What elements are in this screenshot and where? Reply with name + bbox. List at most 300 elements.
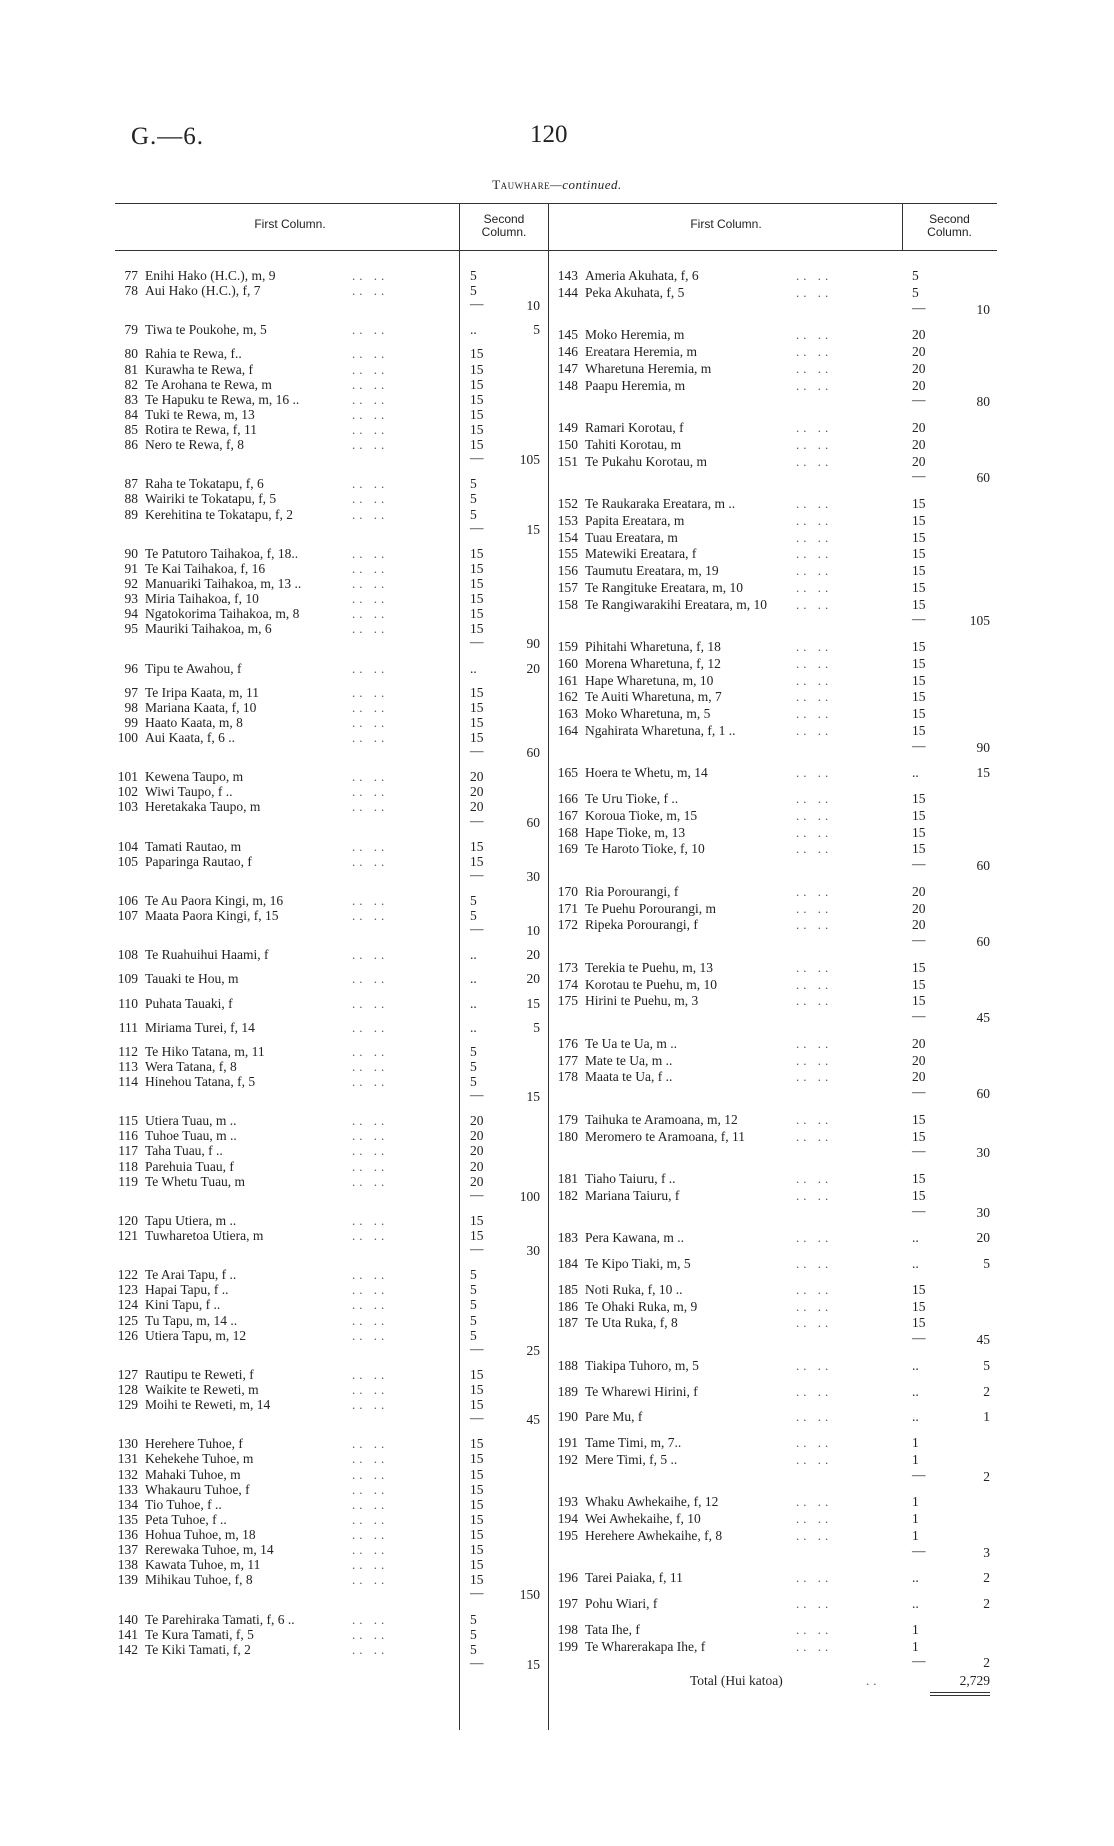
value-placeholder: .. [912,1570,919,1586]
entry-name: Utiera Tuau, m .. [145,1113,237,1129]
leader-dots: .. .. [796,1230,833,1246]
entry-number: 172 [557,917,578,933]
family-subtotal: 90 [526,636,540,652]
entry-name: Matewiki Ereatara, f [585,546,697,562]
subtotal-dash: — [470,743,484,759]
entry-name: Puhata Tauaki, f [145,995,233,1011]
entry-value: 20 [912,436,926,452]
entry-value: 15 [470,1572,484,1588]
entry-number: 194 [557,1511,578,1526]
entry-name: Aui Kaata, f, 6 .. [145,730,235,745]
total-double-rule-2 [930,1695,990,1696]
entry-value: 15 [470,1527,484,1542]
family-subtotal: 20 [976,1230,990,1246]
leader-dots: .. .. [352,1312,389,1328]
subtotal-dash: — [470,1654,484,1670]
leader-dots: .. .. [796,1570,833,1586]
entry-value: 15 [470,1466,484,1482]
entry-number: 175 [557,993,578,1009]
entry-value: 1 [912,1638,919,1654]
entry-number: 92 [124,576,138,591]
leader-dots: .. .. [796,1171,833,1186]
entry-value: 15 [470,1397,484,1413]
entry-number: 89 [124,506,138,522]
entry-value: 15 [470,391,484,407]
family-subtotal: 30 [976,1204,990,1220]
leader-dots: .. .. [352,621,389,637]
entry-name: Manuariki Taihakoa, m, 13 .. [145,576,302,591]
document-reference: G.—6. [131,123,205,150]
entry-value: 15 [470,730,484,745]
value-placeholder: .. [912,1256,919,1271]
entry-number: 185 [557,1281,578,1297]
entry-name: Te Haroto Tioke, f, 10 [585,841,705,857]
entry-name: Te Whetu Tuau, m [145,1173,246,1189]
entry-value: 15 [470,1481,484,1497]
entry-name: Noti Ruka, f, 10 .. [585,1281,683,1297]
leader-dots: .. .. [352,947,389,963]
entry-number: 86 [124,437,138,453]
family-subtotal: 90 [976,739,990,755]
leader-dots: .. .. [796,791,833,806]
leader-dots: .. .. [796,1281,833,1297]
total-label: Total (Hui katoa) [690,1673,783,1688]
family-subtotal: 20 [526,660,540,676]
entry-number: 148 [557,377,578,393]
entry-number: 131 [117,1451,138,1467]
entry-value: 15 [470,560,484,576]
entry-number: 181 [557,1171,578,1186]
entry-number: 109 [117,971,138,987]
entry-name: Wei Awhekaihe, f, 10 [585,1511,701,1526]
leader-dots: .. .. [352,376,389,392]
family-subtotal: 5 [533,1019,540,1035]
leader-dots: .. .. [796,1494,833,1510]
subtotal-dash: — [470,1340,484,1356]
leader-dots: .. .. [352,1058,389,1074]
subtotal-dash: — [912,856,926,871]
family-subtotal: 20 [526,971,540,987]
entry-number: 161 [557,672,578,688]
leader-dots: .. .. [352,606,389,622]
entry-number: 191 [557,1435,578,1450]
entry-name: Tata Ihe, f [585,1621,640,1637]
entry-name: Peta Tuhoe, f .. [145,1511,227,1527]
entry-number: 114 [118,1074,138,1089]
entry-value: 15 [470,1451,484,1467]
entry-value: 1 [912,1621,919,1637]
leader-dots: .. .. [352,838,389,854]
family-subtotal: 60 [976,934,990,949]
entry-name: Te Hapuku te Rewa, m, 16 .. [145,391,300,407]
subtotal-dash: — [912,611,926,627]
value-placeholder: .. [912,1230,919,1246]
entry-name: Whakauru Tuhoe, f [145,1481,250,1497]
subtotal-dash: — [912,1143,926,1159]
entry-value: 20 [912,1052,926,1068]
entry-name: Tahiti Korotau, m [585,436,682,452]
value-placeholder: .. [912,1383,919,1399]
entry-number: 121 [117,1228,138,1243]
left-second-column-divider [459,203,460,1730]
entry-name: Rautipu te Reweti, f [145,1366,254,1382]
entry-value: 15 [470,361,484,377]
entry-name: Mariana Kaata, f, 10 [145,699,257,715]
entry-name: Tauaki te Hou, m [145,971,239,987]
entry-number: 189 [557,1383,578,1399]
entry-value: 15 [470,437,484,453]
value-placeholder: .. [912,1409,919,1425]
leader-dots: .. .. [796,529,833,545]
entry-name: Miria Taihakoa, f, 10 [145,591,259,607]
entry-value: 5 [912,284,919,300]
entry-name: Tuau Ereatara, m [585,529,678,545]
entry-name: Terekia te Puehu, m, 13 [585,959,714,975]
right-first-column-header: First Column. [690,217,762,231]
leader-dots: .. .. [352,784,389,800]
entry-value: 15 [470,1436,484,1452]
entry-value: 15 [470,1542,484,1558]
subtotal-dash: — [470,1186,484,1202]
leader-dots: .. .. [796,765,833,781]
subtotal-dash: — [912,299,926,315]
leader-dots: .. .. [796,453,833,469]
entry-name: Kurawha te Rewa, f [145,361,253,377]
leader-dots: .. .. [352,1113,389,1129]
leader-dots: .. .. [352,506,389,522]
entry-number: 91 [124,560,138,576]
entry-name: Hoera te Whetu, m, 14 [585,765,708,781]
entry-number: 158 [557,596,578,612]
entry-number: 112 [118,1043,138,1059]
entry-name: Hohua Tuhoe, m, 18 [145,1527,256,1542]
leader-dots: .. .. [352,1527,389,1542]
leader-dots: .. .. [352,322,389,338]
entry-number: 123 [117,1282,138,1298]
leader-dots: .. .. [796,883,833,899]
entry-value: 15 [470,422,484,437]
entry-number: 93 [124,591,138,607]
entry-number: 87 [124,476,138,492]
entry-value: 20 [470,1113,484,1129]
entry-value: 20 [912,360,926,376]
leader-dots: .. .. [796,1315,833,1331]
entry-value: 15 [912,1128,926,1144]
entry-name: Tu Tapu, m, 14 .. [145,1312,238,1328]
leader-dots: .. .. [796,377,833,393]
entry-value: 15 [912,791,926,806]
entry-number: 144 [557,284,578,300]
entry-number: 157 [557,579,578,595]
entry-name: Te Auiti Wharetuna, m, 7 [585,689,722,705]
entry-name: Tarei Paiaka, f, 11 [585,1570,683,1586]
entry-name: Te Uta Ruka, f, 8 [585,1315,678,1331]
leader-dots: .. .. [796,722,833,738]
entry-name: Mere Timi, f, 5 .. [585,1451,678,1467]
entry-value: 20 [470,769,484,785]
entry-name: Te Ohaki Ruka, m, 9 [585,1298,698,1314]
entry-value: 15 [912,841,926,857]
leader-dots: .. .. [796,993,833,1009]
leader-dots: .. .. [796,344,833,359]
entry-value: 5 [470,1297,477,1313]
entry-name: Kini Tapu, f .. [145,1297,221,1313]
entry-value: 15 [912,1111,926,1127]
leader-dots: .. .. [796,959,833,975]
leader-dots: .. .. [352,971,389,987]
entry-value: 5 [470,1043,477,1059]
leader-dots: .. .. [796,1069,833,1085]
entry-value: 20 [912,1035,926,1051]
entry-number: 139 [117,1572,138,1588]
entry-number: 188 [557,1357,578,1373]
leader-dots: .. .. [352,995,389,1011]
entry-name: Utiera Tapu, m, 12 [145,1327,247,1343]
entry-name: Aui Hako (H.C.), f, 7 [145,283,261,299]
leader-dots: .. .. [352,1297,389,1313]
entry-number: 116 [118,1128,138,1144]
leader-dots: .. .. [796,1256,833,1271]
entry-name: Ramari Korotau, f [585,420,684,435]
entry-number: 156 [557,563,578,578]
leader-dots: .. .. [796,596,833,612]
entry-value: 1 [912,1451,919,1467]
entry-number: 153 [557,512,578,528]
entry-value: 15 [470,838,484,854]
entry-name: Te Patutoro Taihakoa, f, 18.. [145,545,299,561]
entry-number: 192 [557,1451,578,1467]
entry-name: Rotira te Rewa, f, 11 [145,422,257,437]
entry-number: 96 [124,660,138,676]
entry-number: 78 [124,283,138,299]
leader-dots: .. .. [796,563,833,578]
entry-name: Te Iripa Kaata, m, 11 [145,684,260,700]
entry-number: 183 [557,1230,578,1246]
entry-value: 15 [912,529,926,545]
entry-value: 15 [912,1187,926,1203]
entry-number: 129 [117,1397,138,1413]
entry-number: 99 [124,714,138,730]
entry-value: 5 [470,1312,477,1328]
right-second-column-header-line1: Second [929,212,970,226]
leader-dots: .. .. [352,576,389,591]
entry-name: Te Wharewi Hirini, f [585,1383,698,1399]
family-subtotal: 2 [983,1570,990,1586]
entry-value: 20 [470,799,484,815]
family-subtotal: 5 [983,1357,990,1373]
subtotal-dash: — [470,1241,484,1257]
entry-name: Tapu Utiera, m .. [145,1212,237,1228]
entry-name: Haato Kaata, m, 8 [145,714,243,730]
entry-name: Tiaho Taiuru, f .. [585,1171,676,1186]
entry-number: 90 [124,545,138,561]
family-subtotal: 3 [983,1544,990,1560]
leader-dots: .. .. [352,1128,389,1144]
entry-number: 101 [117,769,138,785]
total-double-rule-1 [930,1692,990,1693]
entry-value: 15 [470,1496,484,1512]
entry-number: 150 [557,436,578,452]
entry-number: 88 [124,491,138,507]
leader-dots: .. .. [352,1327,389,1343]
entry-value: 15 [470,1557,484,1573]
entry-value: 20 [470,784,484,800]
leader-dots: .. .. [796,1035,833,1051]
table-top-rule [115,203,997,204]
leader-dots: .. .. [352,730,389,745]
entry-number: 136 [117,1527,138,1542]
table-title [0,177,1114,193]
leader-dots: .. .. [796,841,833,857]
entry-value: 15 [912,1281,926,1297]
entry-number: 128 [117,1382,138,1397]
entry-number: 141 [117,1626,138,1642]
entry-value: 15 [470,714,484,730]
entry-name: Mate te Ua, m .. [585,1052,673,1068]
leader-dots: .. .. [796,284,833,300]
subtotal-dash: — [912,1542,926,1558]
leader-dots: .. .. [352,853,389,869]
value-placeholder: .. [470,660,477,676]
leader-dots: .. .. [796,706,833,721]
right-second-column-header [902,213,997,239]
entry-value: 15 [912,1298,926,1314]
entry-name: Tiwa te Poukohe, m, 5 [145,322,267,338]
family-subtotal: 5 [533,322,540,338]
entry-value: 5 [470,268,477,283]
entry-number: 187 [557,1315,578,1331]
entry-name: Te Uru Tioke, f .. [585,791,679,806]
subtotal-dash: — [470,866,484,882]
entry-value: 15 [912,579,926,595]
entry-number: 127 [117,1366,138,1382]
entry-name: Ripeka Porourangi, f [585,917,698,933]
entry-name: Tamati Rautao, m [145,838,242,854]
entry-number: 159 [557,639,578,654]
entry-value: 15 [912,706,926,721]
entry-number: 149 [557,420,578,435]
entry-name: Te Arai Tapu, f .. [145,1267,237,1283]
entry-name: Wairiki te Tokatapu, f, 5 [145,491,277,507]
entry-number: 146 [557,344,578,359]
entry-name: Paparinga Rautao, f [145,853,252,869]
entry-number: 184 [557,1256,578,1271]
entry-number: 190 [557,1409,578,1425]
entry-name: Mauriki Taihakoa, m, 6 [145,621,272,637]
entry-name: Hape Tioke, m, 13 [585,824,686,840]
entry-value: 5 [470,1626,477,1642]
entry-value: 20 [912,327,926,343]
entry-name: Tio Tuhoe, f .. [145,1496,222,1512]
table-title-name: Tauwhare [492,177,551,192]
leader-dots: .. .. [352,391,389,407]
entry-value: 20 [912,900,926,916]
entry-value: 15 [912,807,926,823]
entry-name: Te Hiko Tatana, m, 11 [145,1043,265,1059]
entry-name: Wharetuna Heremia, m [585,360,712,376]
leader-dots: .. .. [796,689,833,705]
leader-dots: .. .. [352,684,389,700]
entry-number: 98 [124,699,138,715]
entry-value: 15 [912,722,926,738]
leader-dots: .. .. [796,1052,833,1068]
family-subtotal: 2 [983,1383,990,1399]
entry-number: 178 [557,1069,578,1085]
leader-dots: .. .. [796,1187,833,1203]
entry-name: Ngahirata Wharetuna, f, 1 .. [585,722,736,738]
entry-value: 5 [470,283,477,299]
leader-dots: .. .. [796,436,833,452]
family-subtotal: 10 [976,301,990,317]
family-subtotal: 5 [983,1256,990,1271]
entry-name: Tame Timi, m, 7.. [585,1435,682,1450]
entry-number: 198 [557,1621,578,1637]
entry-value: 5 [470,893,477,908]
subtotal-dash: — [912,1466,926,1482]
entry-name: Rahia te Rewa, f.. [145,346,242,362]
leader-dots: .. .. [796,1357,833,1373]
entry-value: 20 [912,344,926,359]
subtotal-dash: — [470,1585,484,1601]
leader-dots: .. .. [352,714,389,730]
family-subtotal: 2 [983,1468,990,1484]
entry-number: 168 [557,824,578,840]
leader-dots: .. .. [352,1542,389,1558]
entry-value: 20 [470,1128,484,1144]
entry-name: Te Parehiraka Tamati, f, 6 .. [145,1611,295,1627]
entry-number: 155 [557,546,578,562]
entry-name: Herehere Awhekaihe, f, 8 [585,1527,723,1543]
entry-name: Tipu te Awahou, f [145,660,242,676]
entry-name: Peka Akuhata, f, 5 [585,284,685,300]
entry-number: 170 [557,883,578,899]
subtotal-dash: — [912,737,926,753]
total-value: 2,729 [959,1673,990,1688]
entry-number: 111 [118,1019,138,1035]
subtotal-dash: — [912,468,926,484]
entry-name: Pare Mu, f [585,1409,643,1425]
entry-name: Pera Kawana, m .. [585,1230,684,1246]
header-bottom-rule [115,250,997,251]
entry-name: Kehekehe Tuhoe, m [145,1451,254,1467]
subtotal-dash: — [912,392,926,408]
family-subtotal: 15 [976,765,990,781]
entry-value: 15 [470,1382,484,1397]
leader-dots: .. .. [352,1212,389,1228]
entry-number: 83 [124,391,138,407]
entry-number: 106 [117,893,138,908]
entry-value: 20 [912,1069,926,1085]
entry-name: Hirini te Puehu, m, 3 [585,993,699,1009]
entry-number: 186 [557,1298,578,1314]
entry-name: Te Kura Tamati, f, 5 [145,1626,254,1642]
entry-value: 1 [912,1511,919,1526]
table-title-continued: —continued. [550,177,622,192]
entry-value: 5 [470,506,477,522]
leader-dots: .. .. [352,1043,389,1059]
entry-name: Papita Ereatara, m [585,512,685,528]
entry-value: 20 [912,377,926,393]
family-subtotal: 30 [976,1145,990,1161]
leader-dots: .. .. [796,1451,833,1467]
entry-name: Te Au Paora Kingi, m, 16 [145,893,284,908]
leader-dots: .. .. [796,672,833,688]
entry-number: 84 [124,406,138,422]
entry-name: Herehere Tuhoe, f [145,1436,243,1452]
leader-dots: .. .. [352,1228,389,1243]
family-subtotal: 105 [519,452,540,468]
leader-dots: .. .. [796,1638,833,1654]
